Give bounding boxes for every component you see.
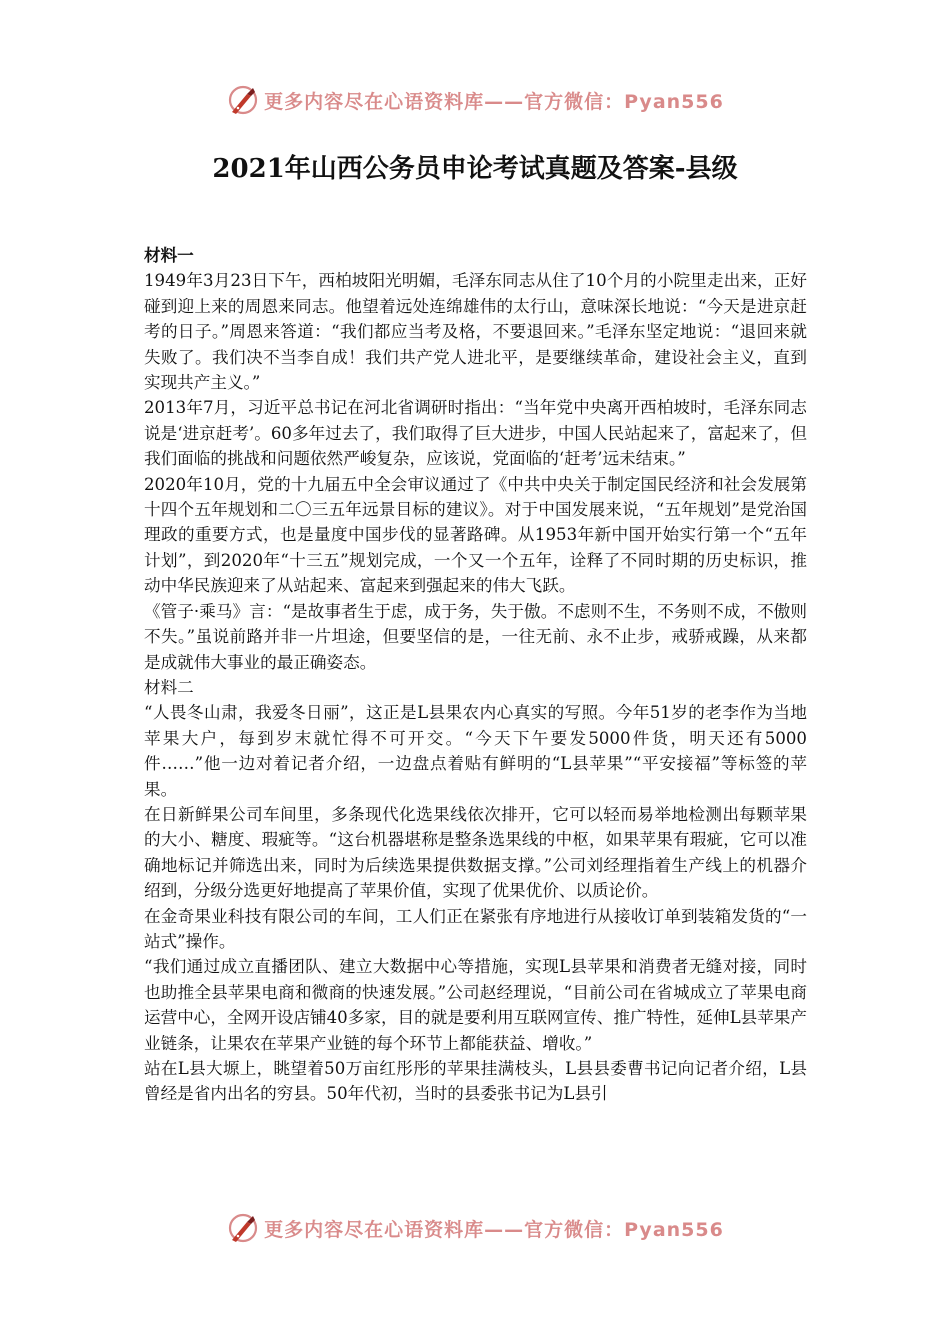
paragraph: 2020年10月，党的十九届五中全会审议通过了《中共中央关于制定国民经济和社会发展第十四个五年规划和二〇三五年远景目标的建议》。对于中国发展来说，“五年规划”是党治国理政的重要方式，也是量度中国步伐的显著路碑。从1953年新中国开始实行第一个“五年计划”，到2020年“十三五”规划完成，一个又一个五年，诠释了不同时期的历史标识，推动中华民族迎来了从站起来、富起来到强起来的伟大飞跃。 [144,474,807,596]
pen-nib-icon [226,1211,260,1245]
paragraph: 在金奇果业科技有限公司的车间，工人们正在紧张有序地进行从接收订单到装箱发货的“一站式”操作。 [144,906,807,951]
paragraph: 《管子·乘马》言：“是故事者生于虑，成于务，失于傲。不虑则不生，不务则不成，不傲则不失。”虽说前路并非一片坦途，但要坚信的是，一往无前、永不止步，戒骄戒躁，从来都是成就伟大事业的最正确姿态。 [144,601,807,672]
document-body [144,243,807,1107]
section-heading-1: 材料一 [144,245,194,265]
paragraph: 1949年3月23日下午，西柏坡阳光明媚，毛泽东同志从住了10个月的小院里走出来，正好碰到迎上来的周恩来同志。他望着远处连绵雄伟的太行山，意味深长地说：“今天是进京赶考的日子。”周恩来答道：“我们都应当考及格，不要退回来。”毛泽东坚定地说：“退回来就失败了。我们决不当李自成！我们共产党人进北平，是要继续革命，建设社会主义，直到实现共产主义。” [144,271,807,393]
paragraph: 在日新鲜果公司车间里，多条现代化选果线依次排开，它可以轻而易举地检测出每颗苹果的大小、糖度、瑕疵等。“这台机器堪称是整条选果线的中枢，如果苹果有瑕疵，它可以准确地标记并筛选出来，同时为后续选果提供数据支撑。”公司刘经理指着生产线上的机器介绍到，分级分选更好地提高了苹果价值，实现了优果优价、以质论价。 [144,804,807,901]
document-title: 2021年山西公务员申论考试真题及答案-县级 [212,154,738,184]
paragraph: “人畏冬山肃，我爱冬日丽”，这正是L县果农内心真实的写照。今年51岁的老李作为当地苹果大户，每到岁末就忙得不可开交。“今天下午要发5000件货，明天还有5000件……”他一边对着记者介绍，一边盘点着贴有鲜明的“L县苹果”“平安接福”等标签的苹果。 [144,703,807,799]
paragraph: “我们通过成立直播团队、建立大数据中心等措施，实现L县苹果和消费者无缝对接，同时也助推全县苹果电商和微商的快速发展。”公司赵经理说，“目前公司在省城成立了苹果电商运营中心，全网开设店铺40多家，目的就是要利用互联网宣传、推广特性，延伸L县苹果产业链条，让果农在苹果产业链的每个环节上都能获益、增收。” [144,957,807,1053]
paragraph: 2013年7月，习近平总书记在河北省调研时指出：“当年党中央离开西柏坡时，毛泽东同志说是‘进京赶考’。60多年过去了，我们取得了巨大进步，中国人民站起来了，富起来了，但我们面临的挑战和问题依然严峻复杂，应该说，党面临的‘赶考’远未结束。” [144,398,807,469]
header-banner [0,80,950,120]
paragraph: 站在L县大塬上，眺望着50万亩红彤彤的苹果挂满枝头，L县县委曹书记向记者介绍，L县曾经是省内出名的穷县。50年代初，当时的县委张书记为L县引 [144,1059,807,1104]
section-heading-2: 材料二 [144,677,194,697]
banner-text: 更多内容尽在心语资料库——官方微信：Pyan556 [264,1218,724,1241]
pen-nib-icon [226,83,260,117]
footer-banner [0,1208,950,1248]
banner-text: 更多内容尽在心语资料库——官方微信：Pyan556 [264,90,724,113]
